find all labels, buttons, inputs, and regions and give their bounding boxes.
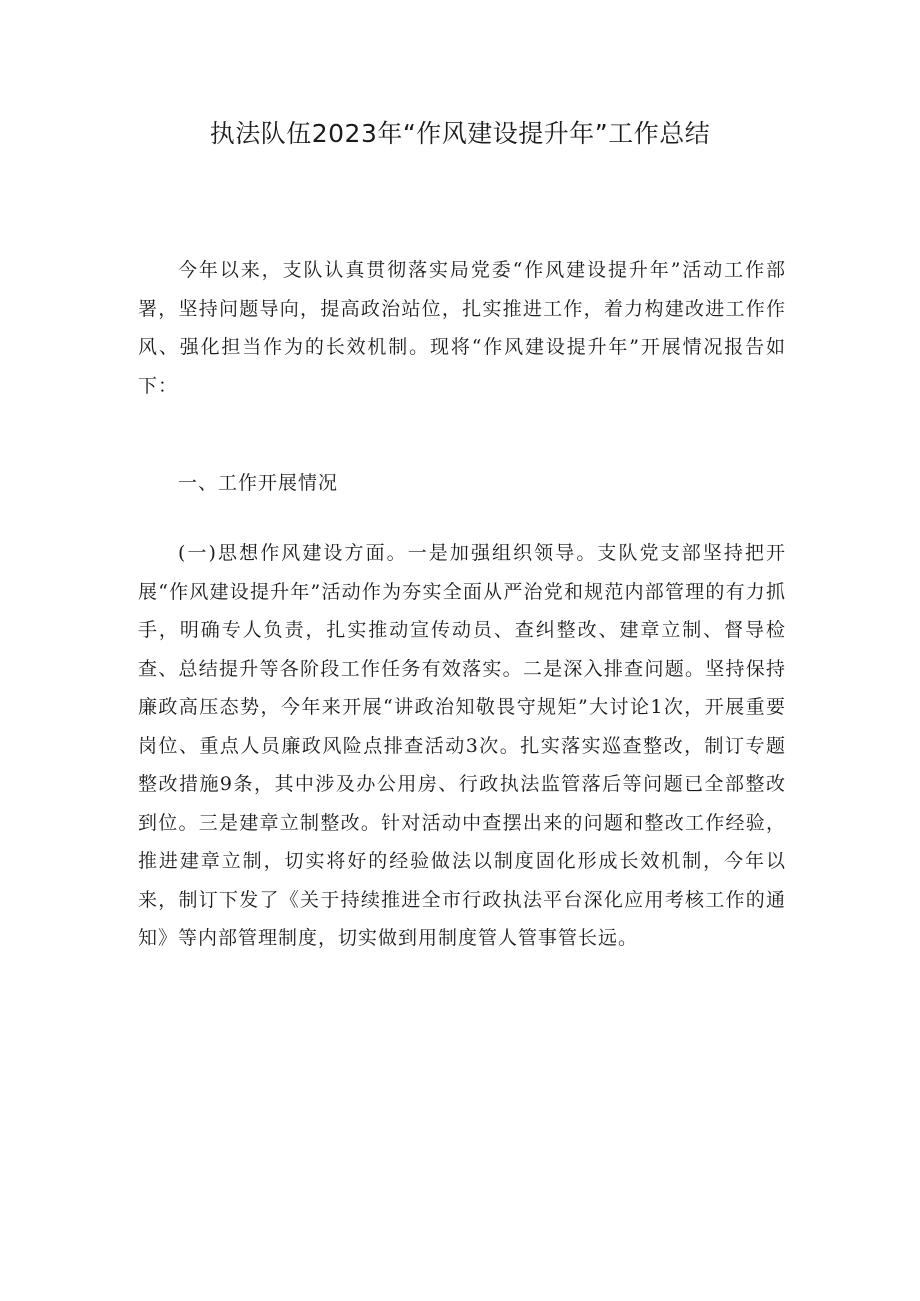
intro-paragraph: 今年以来，支队认真贯彻落实局党委“作风建设提升年”活动工作部署，坚持问题导向，提高政治站位，扎实推进工作，着力构建改进工作作风、强化担当作为的长效机制。现将“作风建设提升年”开展情况报告如下： <box>138 259 786 397</box>
section-paragraph: (一)思想作风建设方面。一是加强组织领导。支队党支部坚持把开展“作风建设提升年”活动作为夯实全面从严治党和规范内部管理的有力抓手，明确专人负责，扎实推动宣传动员、查纠整改、建章立制、督导检查、总结提升等各阶段工作任务有效落实。二是深入排查问题。坚持保持廉政高压态势，今年来开展“讲政治知敬畏守规矩”大讨论1次，开展重要岗位、重点人员廉政风险点排查活动3次。扎实落实巡查整改，制订专题整改措施9条，其中涉及办公用房、行政执法监管落后等问题已全部整改到位。三是建章立制整改。针对活动中查摆出来的问题和整改工作经验，推进建章立制，切实将好的经验做法以制度固化形成长效机制，今年以来，制订下发了《关于持续推进全市行政执法平台深化应用考核工作的通知》等内部管理制度，切实做到用制度管人管事管长远。 <box>138 542 786 949</box>
section-heading: 一、工作开展情况 <box>178 472 339 494</box>
document-title: 执法队伍2023年“作风建设提升年”工作总结 <box>209 119 711 148</box>
